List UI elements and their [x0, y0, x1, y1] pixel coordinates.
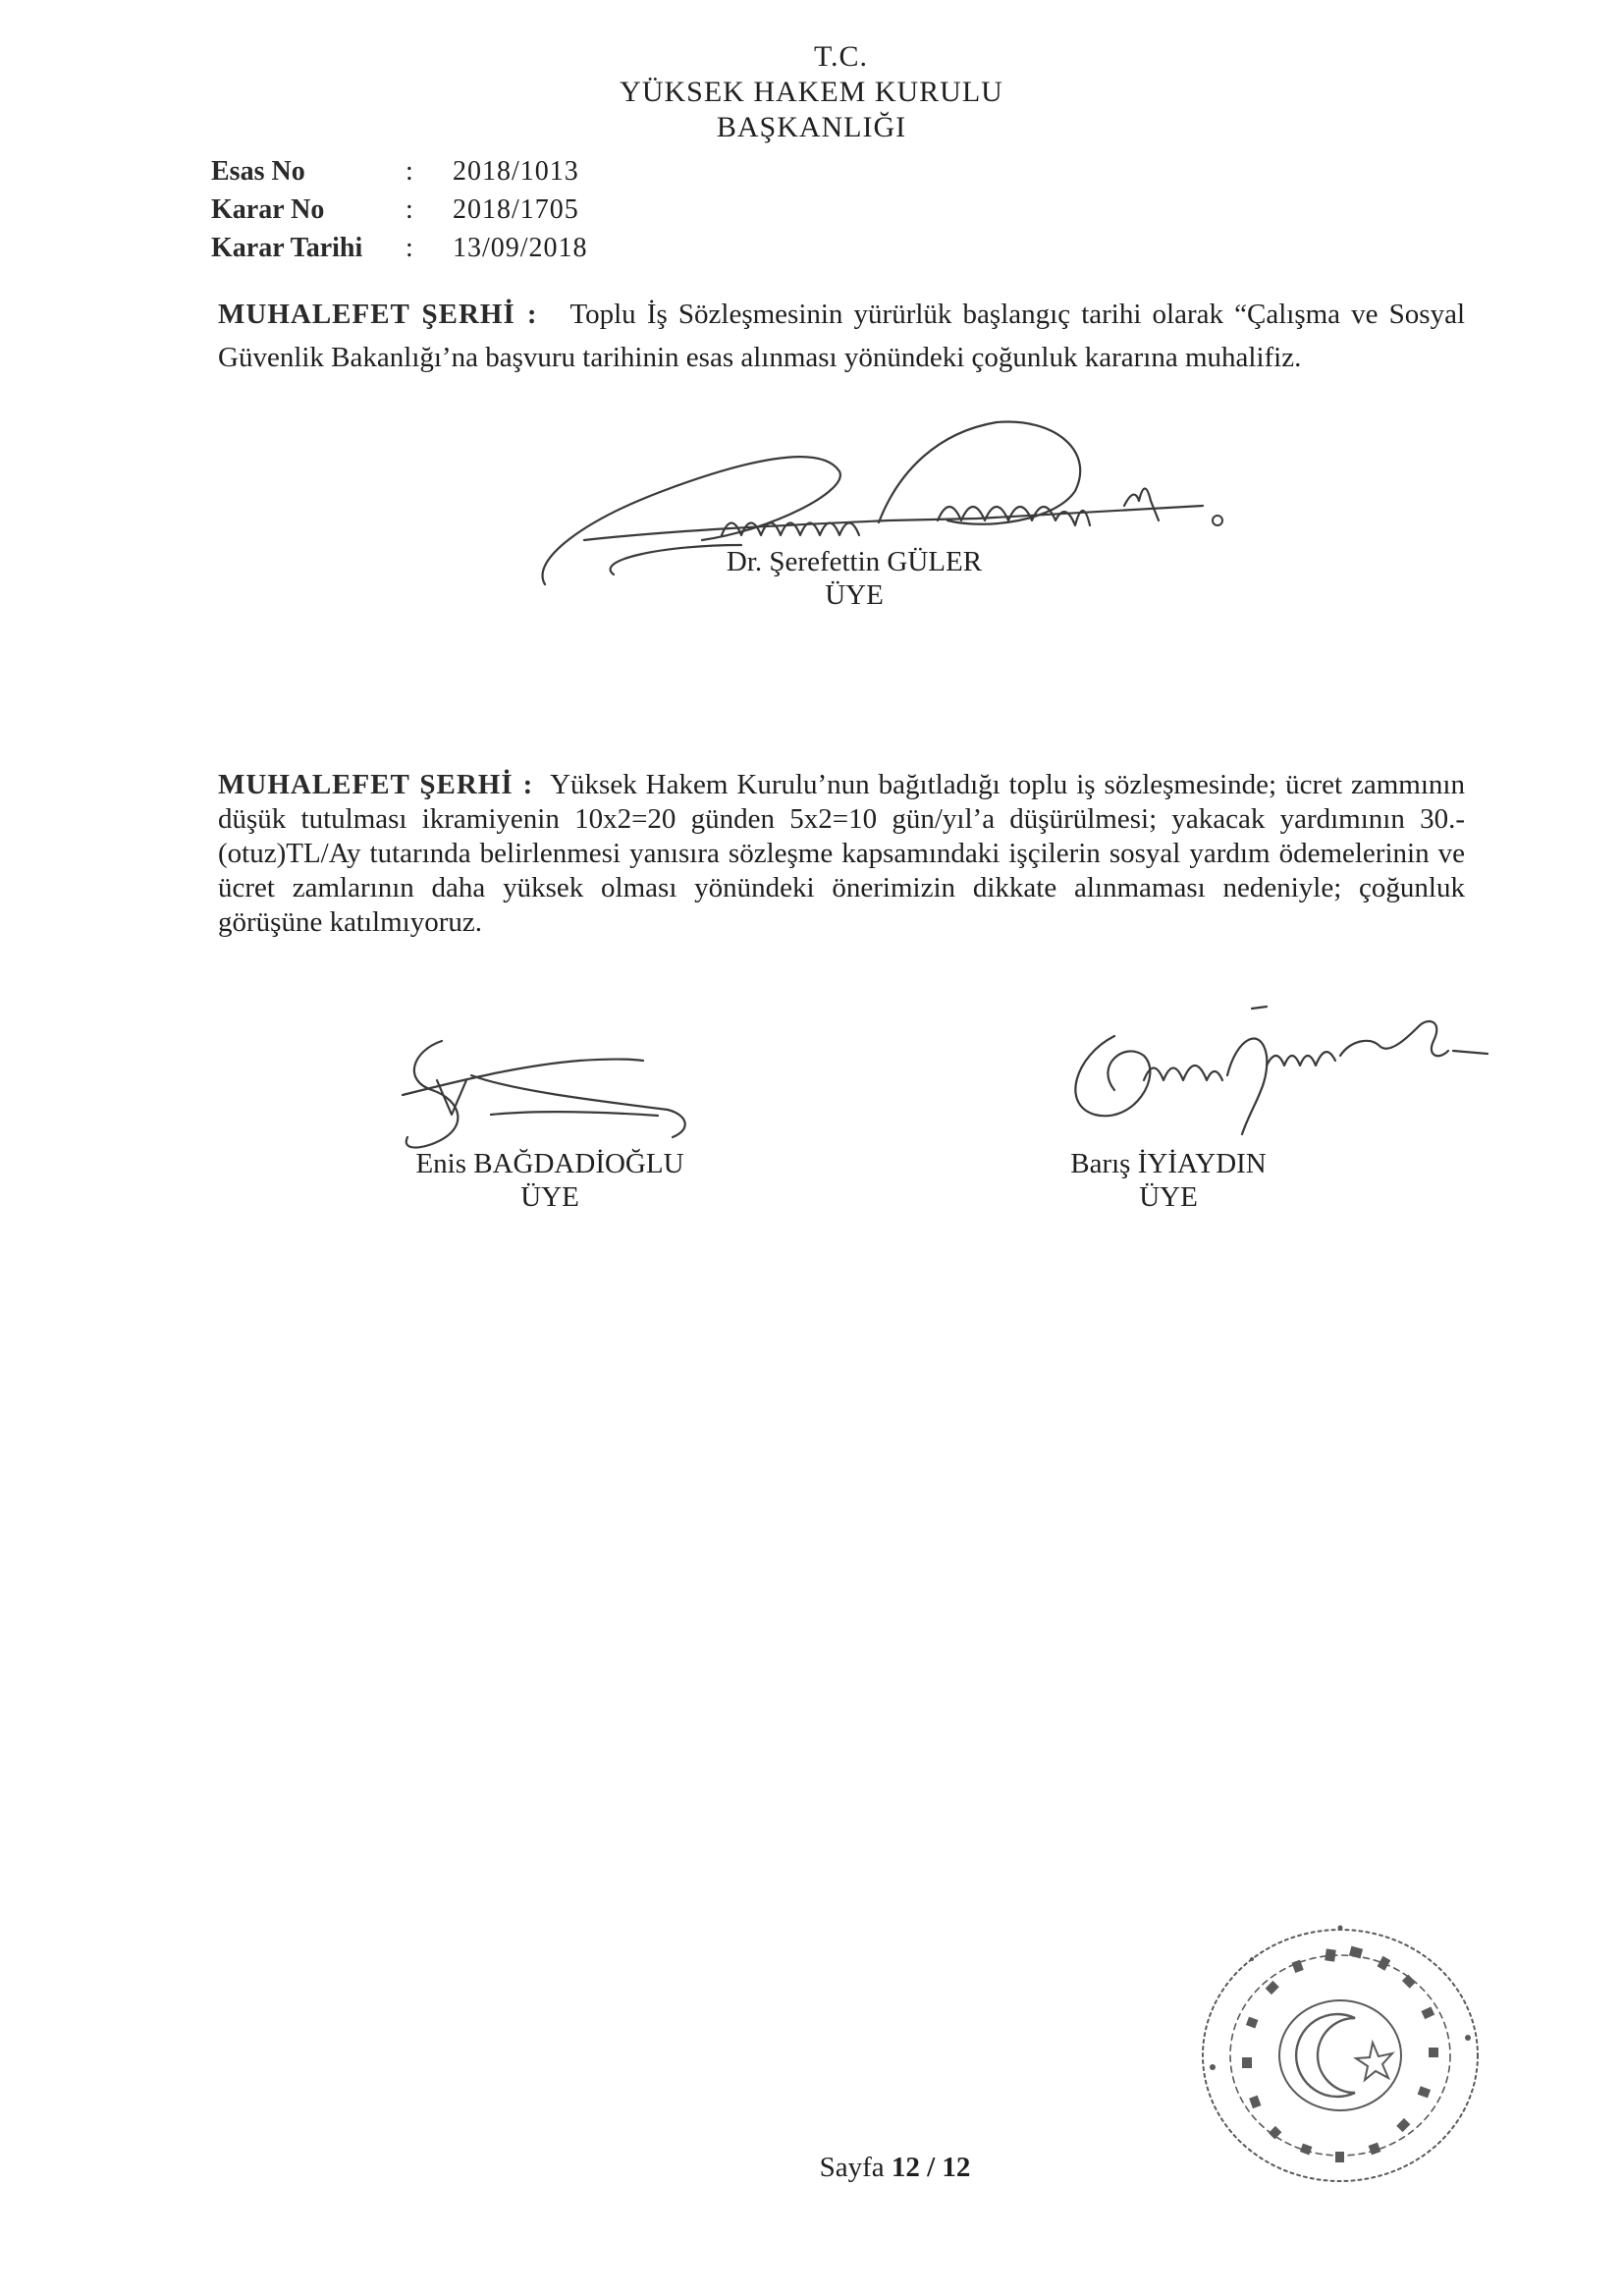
signer-role: ÜYE	[825, 579, 884, 611]
dissent-paragraph-2	[218, 768, 1465, 940]
official-seal	[1193, 1920, 1488, 2190]
page-label: Sayfa	[819, 2152, 885, 2183]
signer-guler	[511, 545, 1198, 612]
case-label: Karar Tarihi	[211, 233, 363, 263]
header-institution: YÜKSEK HAKEM KURULU	[620, 76, 1003, 108]
dissent-paragraph-1	[218, 293, 1465, 379]
case-value: 13/09/2018	[453, 233, 588, 263]
case-colon: :	[406, 233, 413, 263]
signer-iyiaydin	[982, 1147, 1355, 1214]
case-label: Karar No	[211, 194, 325, 225]
case-row-esas	[211, 152, 588, 191]
case-value: 2018/1013	[453, 156, 579, 187]
case-info	[211, 152, 588, 267]
signer-role: ÜYE	[1139, 1181, 1198, 1213]
case-colon: :	[406, 156, 413, 187]
dissent-text: Toplu İş Sözleşmesinin yürürlük başlangıç tarihi olarak “Çalışma ve Sosyal Güvenlik Bakanlığı’na başvuru tarihinin esas alınması yönündeki çoğunluk kararına muhalifiz.	[218, 299, 1466, 373]
dissent-lead: MUHALEFET ŞERHİ :	[218, 769, 534, 800]
dissent-lead: MUHALEFET ŞERHİ :	[218, 299, 538, 330]
page-footer	[0, 2152, 1623, 2184]
signer-bagdadioglu	[324, 1147, 776, 1214]
page-number: 12 / 12	[891, 2152, 971, 2183]
dissent-text: Yüksek Hakem Kurulu’nun bağıtladığı toplu iş sözleşmesinde; ücret zammının düşük tutulması ikramiyenin 10x2=20 günden 5x2=10 gün/yıl’a düşürülmesi; yakacak yardımının 30.-(otuz)TL/Ay tutarında belirlenmesi yanısıra sözleşme kapsamındaki işçilerin sosyal yardım ödemelerinin ve ücret zamlarının daha yüksek olması yönündeki önerimizin dikkate alınmaması nedeniyle; çoğunluk görüşüne katılmıyoruz.	[218, 769, 1465, 938]
signature-iyiaydin	[1055, 997, 1507, 1154]
signer-role: ÜYE	[520, 1181, 579, 1213]
header-tc: T.C.	[813, 40, 869, 73]
signer-name: Barış İYİAYDIN	[1070, 1148, 1267, 1179]
document-header	[0, 39, 1623, 145]
header-presidency: BAŞKANLIĞI	[716, 111, 907, 143]
case-row-tarih	[211, 229, 588, 267]
case-label: Esas No	[211, 156, 305, 187]
case-colon: :	[406, 194, 413, 225]
signer-name: Enis BAĞDADİOĞLU	[415, 1148, 684, 1179]
case-row-karar	[211, 191, 588, 229]
case-value: 2018/1705	[453, 194, 579, 225]
signer-name: Dr. Şerefettin GÜLER	[726, 546, 983, 577]
